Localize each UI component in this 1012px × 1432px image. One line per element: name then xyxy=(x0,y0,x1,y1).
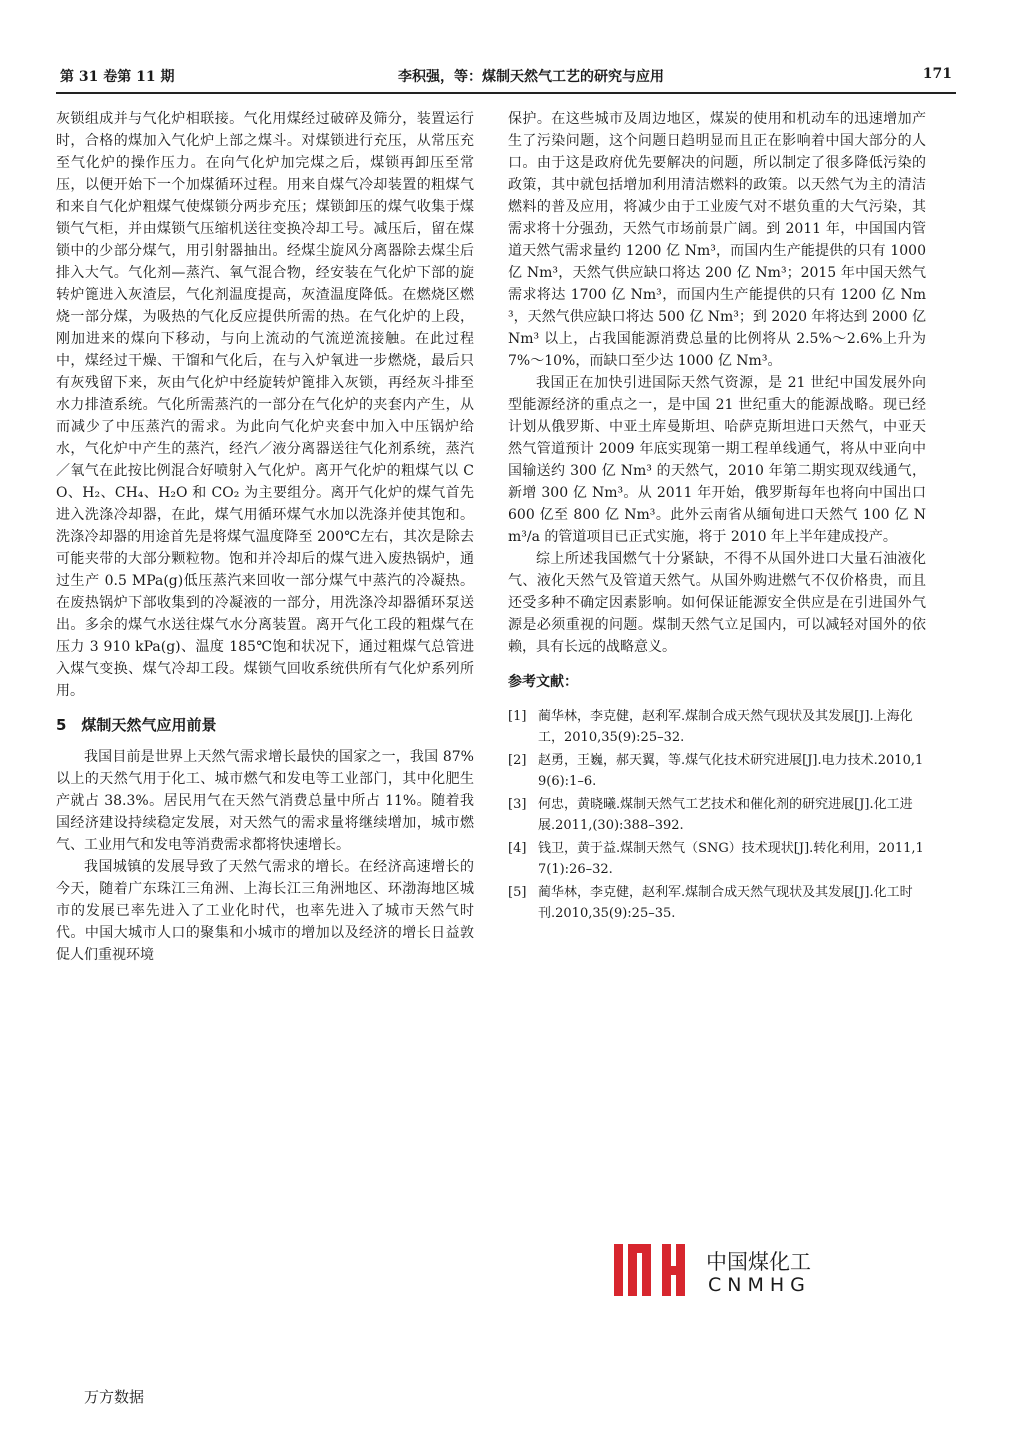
logo-name-english: CNMHG xyxy=(708,1274,811,1296)
reference-item: [3] 何忠，黄晓曦.煤制天然气工艺技术和催化剂的研究进展[J].化工进展.2011,(30):388–392. xyxy=(508,797,913,833)
cnmhg-logo xyxy=(614,1240,844,1300)
header-article-title: 李积强，等：煤制天然气工艺的研究与应用 xyxy=(398,69,664,85)
logo-name-chinese: 中国煤化工 xyxy=(706,1250,811,1274)
reference-item: [5] 蔺华林，李克健，赵利军.煤制合成天然气现状及其发展[J].化工时刊.2010,35(9):25–35. xyxy=(508,885,913,921)
header-issue: 第 31 卷第 11 期 xyxy=(60,69,175,85)
header-page-number: 171 xyxy=(922,66,952,82)
cnmhg-logo-mark-icon xyxy=(614,1240,704,1300)
reference-list xyxy=(508,706,926,924)
running-header xyxy=(56,64,956,94)
paragraph-gasifier-process: 灰锁组成并与气化炉相联接。气化用煤经过破碎及筛分，装置运行时，合格的煤加入气化炉上部之煤斗。对煤锁进行充压，从常压充至气化炉的操作压力。在向气化炉加完煤之后，煤锁再卸压至常压，以便开始下一个加煤循环过程。用来自煤气冷却装置的粗煤气和来自气化炉粗煤气使煤锁分两步充压；煤锁卸压的煤气收集于煤锁气气柜，并由煤锁气压缩机送往变换冷却工号。减压后，留在煤锁中的少部分煤气，用引射器抽出。经煤尘旋风分离器除去煤尘后排入大气。气化剂—蒸汽、氧气混合物，经安装在气化炉下部的旋转炉篦进入灰渣层，气化剂温度提高，灰渣温度降低。在燃烧区燃烧一部分煤，为吸热的气化反应提供所需的热。在气化炉的上段，刚加进来的煤向下移动，与向上流动的气流逆流接触。在此过程中，煤经过干燥、干馏和气化后，在与入炉氧进一步燃烧，最后只有灰残留下来，灰由气化炉中经旋转炉篦排入灰锁，再经灰斗排至水力排渣系统。气化所需蒸汽的一部分在气化炉的夹套内产生，从而减少了中压蒸汽的需求。为此向气化炉夹套中加入中压锅炉给水，气化炉中产生的蒸汽，经汽／液分离器送往气化剂系统，蒸汽／氧气在此按比例混合好喷射入气化炉。离开气化炉的粗煤气以 CO、H₂、CH₄、H₂O 和 CO₂ 为主要组分。离开气化炉的煤气首先进入洗涤冷却器，在此，煤气用循环煤气水加以洗涤并使其饱和。洗涤冷却器的用途首先是将煤气温度降至 200℃左右，其次是除去可能夹带的大部分颗粒物。饱和并冷却后的煤气进入废热锅炉，通过生产 0.5 MPa(g)低压蒸汽来回收一部分煤气中蒸汽的冷凝热。在废热锅炉下部收集到的冷凝液的一部分，用洗涤冷却器循环泵送出。多余的煤气水送往煤气水分离装置。离开气化工段的粗煤气在压力 3 910 kPa(g)、温度 185℃饱和状况下，通过粗煤气总管进入煤气变换、煤气冷却工段。煤锁气回收系统供所有气化炉系列所用。 xyxy=(56,111,474,699)
reference-item: [4] 钱卫，黄于益.煤制天然气（SNG）技术现状[J].转化利用，2011,17(1):26–32. xyxy=(508,841,924,877)
right-column xyxy=(508,108,926,926)
reference-item: [1] 蔺华林，李克健，赵利军.煤制合成天然气现状及其发展[J].上海化工，2010,35(9):25–32. xyxy=(508,709,913,745)
footer-source: 万方数据 xyxy=(84,1388,145,1406)
paragraph-environment: 保护。在这些城市及周边地区，煤炭的使用和机动车的迅速增加产生了污染问题，这个问题日趋明显而且正在影响着中国大部分的人口。由于这是政府优先要解决的问题，所以制定了很多降低污染的政策，其中就包括增加利用清洁燃料的政策。以天然气为主的清洁燃料的普及应用，将减少由于工业废气对不堪负重的大气污染，其需求将十分强劲，天然气市场前景广阔。到 2011 年，中国国内管道天然气需求量约 1200 亿 Nm³，而国内生产能提供的只有 1000 亿 Nm³，天然气供应缺口将达 200 亿 Nm³；2015 年中国天然气需求将达 1700 亿 Nm³，而国内生产能提供的只有 1200 亿 Nm³，天然气供应缺口将达 500 亿 Nm³；到 2020 年将达到 2000 亿 Nm³ 以上，占我国能源消费总量的比例将从 2.5%～2.6%上升为 7%～10%，而缺口至少达 1000 亿 Nm³。 xyxy=(508,111,926,369)
left-column xyxy=(56,108,474,966)
paragraph-demand-growth: 我国目前是世界上天然气需求增长最快的国家之一，我国 87%以上的天然气用于化工、城市燃气和发电等工业部门，其中化肥生产就占 38.3%。居民用气在天然气消费总量中所占 11%。随着我国经济建设持续稳定发展，对天然气的需求量将继续增加，城市燃气、工业用气和发电等消费需求都将快速增长。 xyxy=(56,749,474,853)
references-heading: 参考文献： xyxy=(508,674,578,690)
paragraph-urban-development: 我国城镇的发展导致了天然气需求的增长。在经济高速增长的今天，随着广东珠江三角洲、上海长江三角洲地区、环渤海地区城市的发展已率先进入了工业化时代，也率先进入了城市天然气时代。中国大城市人口的聚集和小城市的增加以及经济的增长日益敦促人们重视环境 xyxy=(56,859,474,963)
section-heading: 5 煤制天然气应用前景 xyxy=(56,716,217,734)
reference-item: [2] 赵勇，王巍，郝天翼，等.煤气化技术研究进展[J].电力技术.2010,19(6):1–6. xyxy=(508,753,924,789)
paragraph-summary: 综上所述我国燃气十分紧缺，不得不从国外进口大量石油液化气、液化天然气及管道天然气。从国外购进燃气不仅价格贵，而且还受多种不确定因素影响。如何保证能源安全供应是在引进国外气源是必须重视的问题。煤制天然气立足国内，可以减轻对国外的依赖，具有长远的战略意义。 xyxy=(508,551,926,655)
paragraph-gas-imports: 我国正在加快引进国际天然气资源，是 21 世纪中国发展外向型能源经济的重点之一，是中国 21 世纪重大的能源战略。现已经计划从俄罗斯、中亚土库曼斯坦、哈萨克斯坦进口天然气，中亚天然气管道预计 2009 年底实现第一期工程单线通气，将从中亚向中国输送约 300 亿 Nm³ 的天然气，2010 年第二期实现双线通气，新增 300 亿 Nm³。从 2011 年开始，俄罗斯每年也将向中国出口 600 亿至 800 亿 Nm³。此外云南省从缅甸进口天然气 100 亿 Nm³/a 的管道项目已正式实施，将于 2010 年上半年建成投产。 xyxy=(508,375,926,545)
